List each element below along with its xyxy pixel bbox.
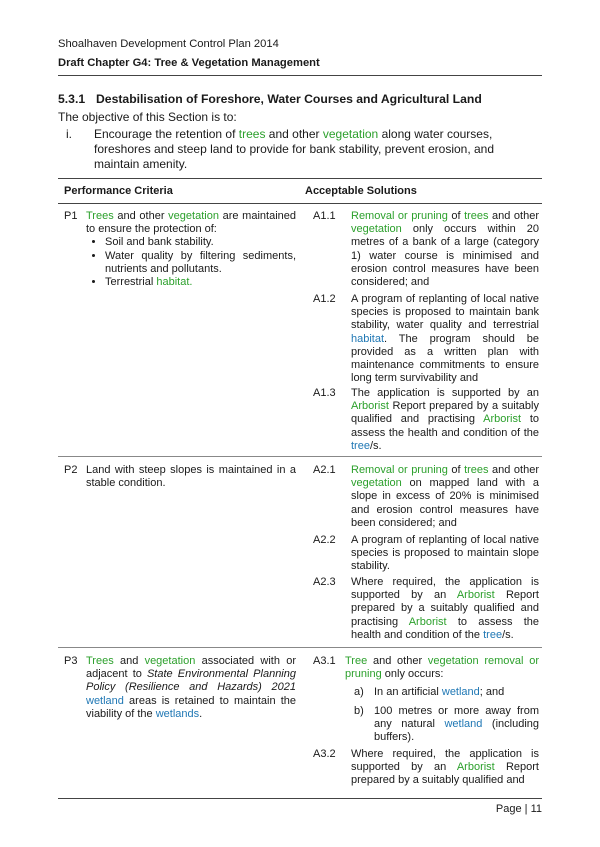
section-heading	[58, 92, 482, 106]
term-trees: trees	[238, 127, 266, 141]
solution-a1-3: The application is supported by an Arborist Report prepared by a suitably qualified and practising Arborist to assess the health and condition of the tree/s.	[351, 387, 539, 452]
footer-divider	[58, 798, 542, 799]
header-chapter-title: Draft Chapter G4: Tree & Vegetation Management	[58, 57, 320, 69]
objective-item	[58, 127, 548, 172]
list-item: • Terrestrial habitat.	[105, 276, 296, 289]
criteria-p2: Land with steep slopes is maintained in a stable condition.	[86, 464, 296, 490]
term-vegetation: vegetation	[322, 127, 379, 141]
solution-a1-1: Removal or pruning of trees and other vegetation only occurs within 20 metres of a bank of a large (category 1) water course is minimised and erosion control measures have been considered; and	[351, 210, 539, 289]
column-header-solutions: Acceptable Solutions	[305, 185, 417, 197]
section-number: 5.3.1	[58, 92, 86, 106]
solution-id-a2-2: A2.2	[313, 534, 336, 546]
column-header-performance: Performance Criteria	[64, 185, 173, 197]
sub-item-label-a: a)	[354, 686, 364, 698]
solution-a3-2: Where required, the application is supported by an Arborist Report prepared by a suitably qualified and	[351, 748, 539, 787]
criteria-p1-list	[86, 236, 296, 289]
solution-id-a3-2: A3.2	[313, 748, 336, 760]
solution-id-a2-1: A2.1	[313, 464, 336, 476]
solution-id-a2-3: A2.3	[313, 576, 336, 588]
list-item: • Soil and bank stability.	[105, 236, 296, 249]
row-divider	[58, 456, 542, 457]
sub-item-a: In an artificial wetland; and	[374, 686, 505, 698]
sub-item-label-b: b)	[354, 705, 364, 717]
header-plan-title: Shoalhaven Development Control Plan 2014	[58, 38, 279, 50]
sub-item-b: 100 metres or more away from any natural wetland (including buffers).	[374, 705, 539, 744]
solution-id-a1-2: A1.2	[313, 293, 336, 305]
criteria-id-p2: P2	[64, 464, 78, 476]
page-number: Page | 11	[495, 803, 542, 815]
criteria-id-p3: P3	[64, 655, 78, 667]
list-item: • Water quality by filtering sediments, nutrients and pollutants.	[105, 250, 296, 276]
header-divider	[58, 75, 542, 76]
solution-a3-1: Tree and other vegetation removal or pruning only occurs:	[345, 655, 540, 681]
objective-intro: The objective of this Section is to:	[58, 110, 237, 124]
section-title: Destabilisation of Foreshore, Water Courses and Agricultural Land	[96, 92, 482, 106]
criteria-p3: Trees and vegetation associated with or adjacent to State Environmental Planning Policy (Resilience and Hazards) 2021 wetland areas is retained to maintain the viability of the wetlands.	[86, 655, 296, 720]
solution-id-a3-1: A3.1	[313, 655, 336, 667]
objective-numeral: i.	[66, 127, 72, 141]
solution-a2-3: Where required, the application is supported by an Arborist Report prepared by a suitably qualified and practising Arborist to assess the health and condition of the tree/s.	[351, 576, 539, 641]
row-divider	[58, 647, 542, 648]
solution-a2-1: Removal or pruning of trees and other vegetation on mapped land with a slope in excess of 20% is minimised and erosion control measures have been considered; and	[351, 464, 539, 529]
solution-a2-2: A program of replanting of local native species is proposed to maintain slope stability.	[351, 534, 539, 573]
criteria-id-p1: P1	[64, 210, 78, 222]
solution-id-a1-3: A1.3	[313, 387, 336, 399]
solution-id-a1-1: A1.1	[313, 210, 336, 222]
objective-text: Encourage the retention of trees and other vegetation along water courses, foreshores and steep land to provide for bank stability, prevent erosion, and maintain amenity.	[94, 127, 495, 171]
table-header-row	[58, 178, 542, 204]
solution-a1-2: A program of replanting of local native species is proposed to maintain bank stability, water quality and terrestrial habitat. The program should be provided as a written plan with maintenance commitments to ensure long term survivability and	[351, 293, 539, 385]
criteria-p1: Trees and other vegetation are maintained to ensure the protection of: • Soil and bank stability. • Water quality by filtering sediments, nutrients and pollutants. • Terrestrial habitat.	[86, 210, 296, 289]
